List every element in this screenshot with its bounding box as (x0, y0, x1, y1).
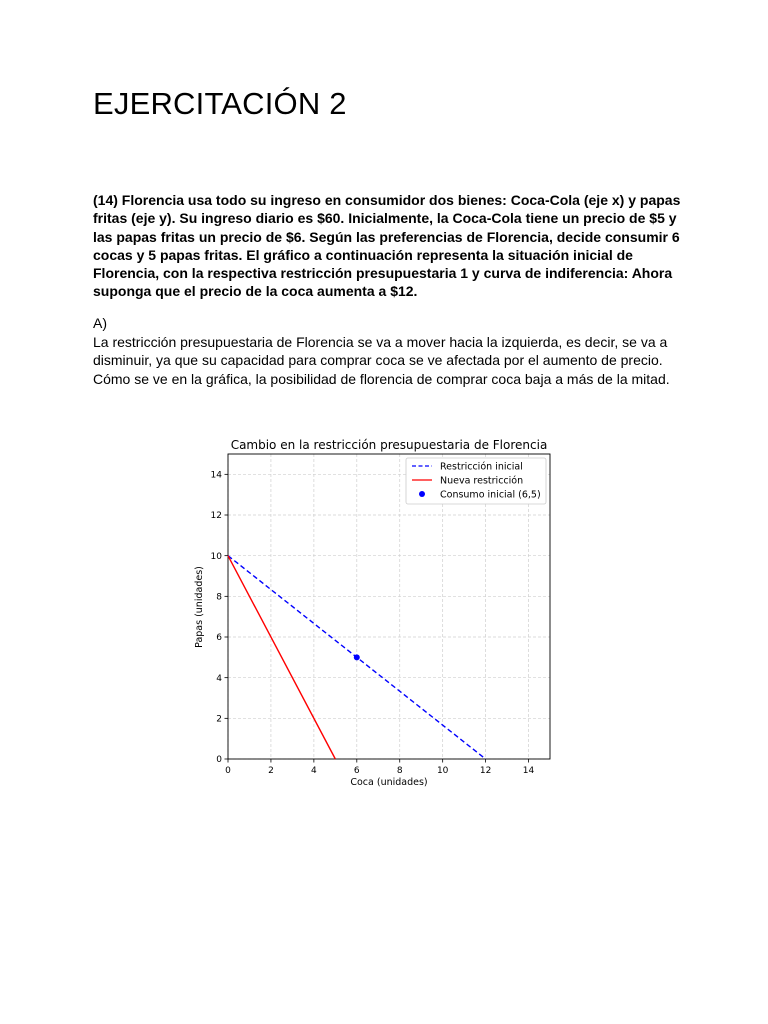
x-tick-label: 12 (479, 766, 492, 776)
consumo-inicial-point (354, 654, 360, 660)
legend-label-nueva-restriccion: Nueva restricción (440, 475, 524, 487)
x-tick-label: 0 (225, 766, 231, 776)
y-tick-label: 0 (216, 755, 222, 766)
x-tick-label: 4 (310, 766, 317, 776)
x-tick-label: 8 (396, 766, 403, 776)
y-tick-label: 2 (216, 714, 222, 725)
chart-title: Cambio en la restricción presupuestaria de Florencia (230, 438, 548, 452)
y-tick-label: 6 (216, 633, 222, 644)
y-tick-label: 4 (216, 673, 222, 684)
x-axis-label: Coca (unidades) (350, 777, 428, 788)
y-tick-label: 8 (216, 592, 222, 603)
page-title: EJERCITACIÓN 2 (93, 86, 347, 121)
answer-label: A) (93, 315, 107, 331)
nueva-restriccion-line (228, 556, 335, 759)
y-tick-label: 14 (210, 470, 222, 481)
legend-label-consumo-inicial: Consumo inicial (6,5) (440, 489, 541, 501)
legend-marker-consumo-inicial (419, 491, 425, 497)
legend (406, 458, 546, 504)
x-tick-label: 2 (268, 766, 274, 776)
problem-statement: (14) Florencia usa todo su ingreso en consumidor dos bienes: Coca-Cola (eje x) y papas fritas (eje y). Su ingreso diario es $60. Inicialmente, la Coca-Cola tiene un precio de $5 y las papas fritas un precio de $6. Según las preferencias de Florencia, decide consumir 6 cocas y 5 papas fritas. El gráfico a continuación representa la situación inicial de Florencia, con la respectiva restricción presupuestaria 1 y curva de indiferencia: Ahora suponga que el precio de la coca aumenta a $12. (93, 192, 681, 300)
answer-text: La restricción presupuestaria de Florencia se va a mover hacia la izquierda, es decir, se va a disminuir, ya que su capacidad para comprar coca se ve afectada por el aumento de precio. Cómo se ve en la gráfica, la posibilidad de florencia de comprar coca baja a más de la mitad. (93, 334, 670, 387)
budget-constraint-chart (185, 430, 565, 800)
legend-label-restriccion-inicial: Restricción inicial (440, 461, 523, 473)
x-tick-label: 14 (522, 766, 535, 776)
y-axis-label: Papas (unidades) (194, 566, 205, 648)
x-tick-label: 10 (436, 766, 449, 776)
y-tick-label: 10 (210, 551, 222, 562)
x-tick-label: 6 (353, 766, 360, 776)
y-tick-label: 12 (210, 511, 222, 522)
